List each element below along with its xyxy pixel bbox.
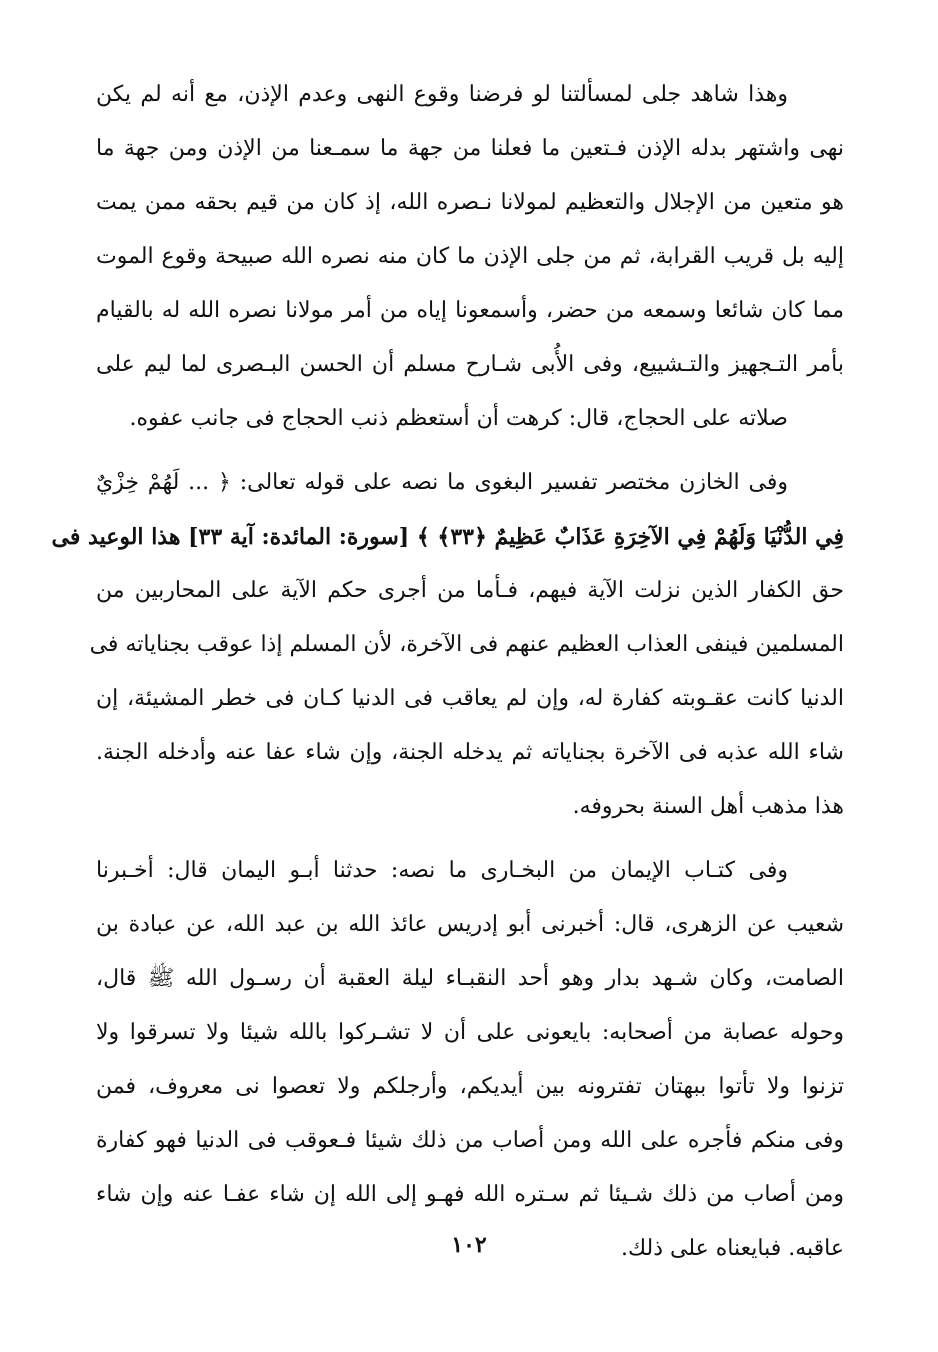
text-line: ومن أصاب من ذلك شـيئا ثم سـتره الله فهـو إلى الله إن شاء عفـا عنه وإن شاء	[96, 1182, 844, 1207]
text-line: وحوله عصابة من أصحابه: بايعونى على أن لا تشـركوا بالله شيئا ولا تسرقوا ولا	[96, 1020, 844, 1045]
text-line: هذا مذهب أهل السنة بحروفه.	[572, 794, 844, 819]
text-line: وفى الخازن مختصر تفسير البغوى ما نصه على قوله تعالى: ﴿ ... لَهُمْ خِزْيٌ	[96, 470, 788, 495]
text-line: إليه بل قريب القرابة، ثم من جلى الإذن ما كان منه نصره الله صبيحة وقوع الموت	[96, 244, 844, 269]
text-line: هو متعين من الإجلال والتعظيم لمولانا نـصره الله، إذ كان من قيم بحقه ممن يمت	[96, 190, 844, 215]
text-line: بأمر التـجهيز والتـشييع، وفى الأُبى شـارح مسلم أن الحسن البـصرى لما ليم على	[96, 352, 844, 377]
text-line: شاء الله عذبه فى الآخرة بجناياته ثم يدخله الجنة، وإن شاء عفا عنه وأدخله الجنة.	[96, 740, 844, 765]
text-line: حق الكفار الذين نزلت الآية فيهم، فـأما من أجرى حكم الآية على المحاربين من	[96, 578, 844, 603]
text-line: مما كان شائعا وسمعه من حضر، وأسمعونا إياه من أمر مولانا نصره الله له بالقيام	[96, 298, 844, 323]
quran-verse-line: فِي الدُّنْيَا وَلَهُمْ فِي الآخِرَةِ عَذَابٌ عَظِيمٌ ﴿٣٣﴾ ﴾ [سورة: المائدة: آية ٣٣] هذا الوعيد فى	[51, 524, 844, 550]
paragraph-1	[96, 68, 844, 446]
text-line: وهذا شاهد جلى لمسألتنا لو فرضنا وقوع النهى وعدم الإذن، مع أنه لم يكن	[96, 82, 788, 107]
text-line: عاقبه. فبايعناه على ذلك.	[621, 1236, 844, 1261]
paragraph-3	[96, 844, 844, 1276]
text-line: وفى كتـاب الإيمان من البخـارى ما نصه: حدثنا أبـو اليمان قال: أخـبرنا	[96, 858, 788, 883]
text-line: نهى واشتهر بدله الإذن فـتعين ما فعلنا من جهة ما سمـعنا من الإذن ومن جهة ما	[96, 136, 844, 161]
text-line: الصامت، وكان شـهد بدار وهو أحد النقبـاء ليلة العقبة أن رسـول الله ﷺ قال،	[96, 966, 844, 991]
text-line: المسلمين فينفى العذاب العظيم عنهم فى الآخرة، لأن المسلم إذا عوقب بجناياته فى	[89, 632, 844, 657]
text-line: شعيب عن الزهرى، قال: أخبرنى أبو إدريس عائذ الله بن عبد الله، عن عبادة بن	[96, 912, 844, 937]
paragraph-2	[51, 456, 844, 834]
text-line: وفى منكم فأجره على الله ومن أصاب من ذلك شيئا فـعوقب فى الدنيا فهو كفارة	[96, 1128, 844, 1153]
page-number: ١٠٢	[451, 1232, 487, 1258]
text-line: صلاته على الحجاج، قال: كرهت أن أستعظم ذنب الحجاج فى جانب عفوه.	[129, 406, 788, 431]
page-body	[51, 68, 844, 1276]
text-line: تزنوا ولا تأتوا ببهتان تفترونه بين أيديكم، وأرجلكم ولا تعصوا نى معروف، فمن	[96, 1074, 844, 1099]
text-line: الدنيا كانت عقـوبته كفارة له، وإن لم يعاقب فى الدنيا كـان فى خطر المشيئة، إن	[96, 686, 844, 711]
